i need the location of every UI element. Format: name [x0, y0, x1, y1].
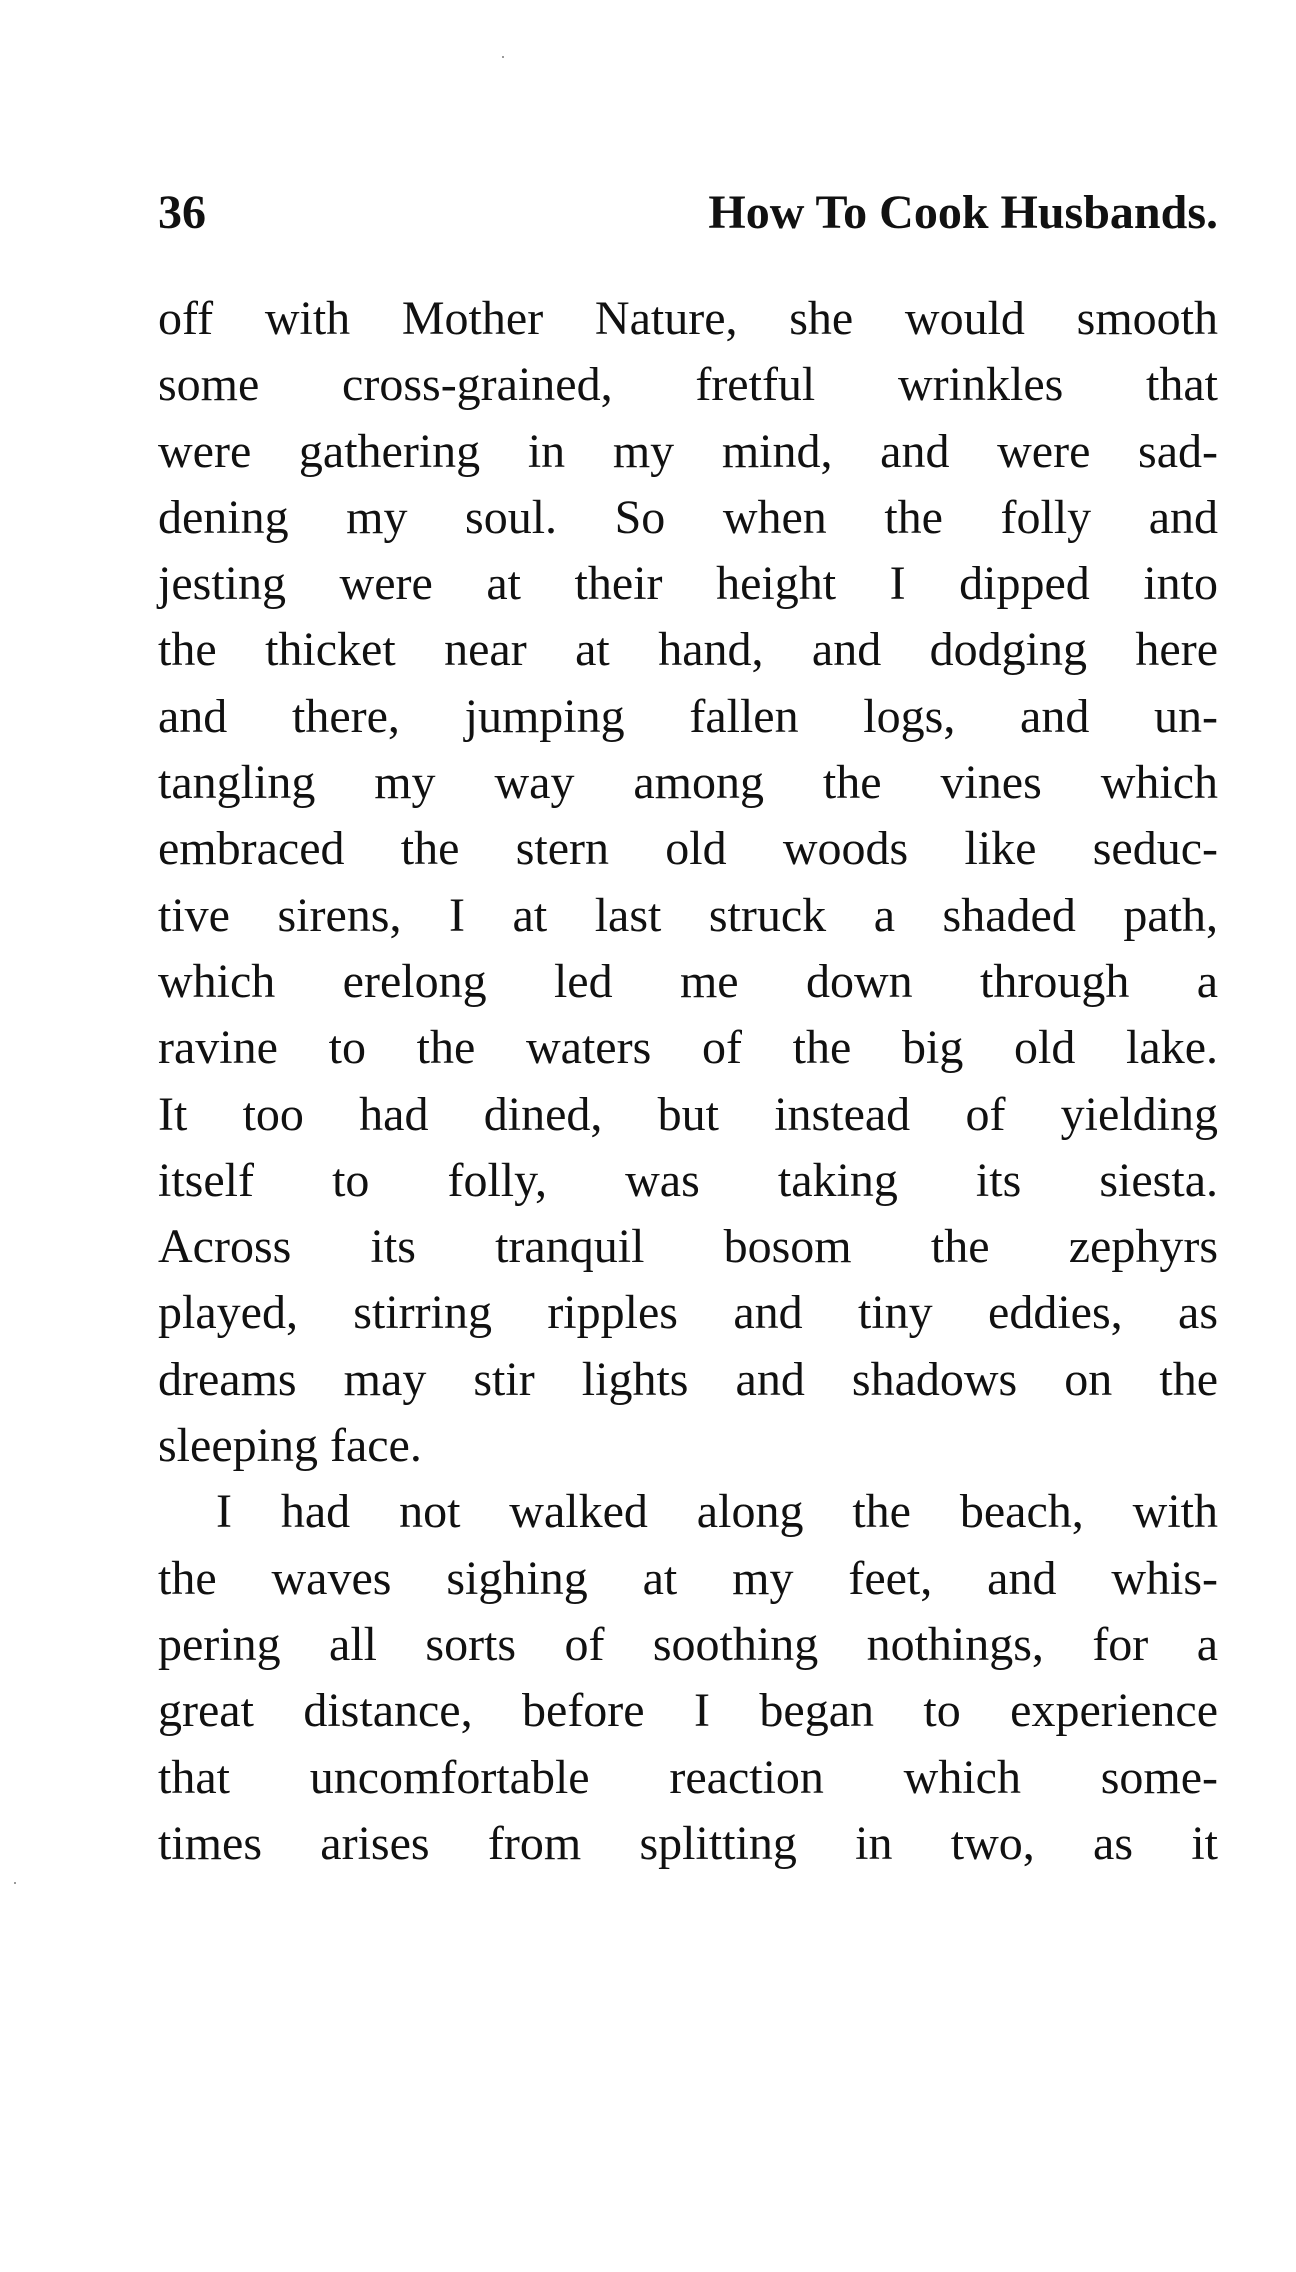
text-line: dening my soul. So when the folly and [158, 490, 1218, 544]
text-line: and there, jumping fallen logs, and un- [158, 689, 1218, 743]
text-line: times arises from splitting in two, as it [158, 1816, 1218, 1870]
paper-speck [502, 56, 504, 58]
text-line: embraced the stern old woods like seduc- [158, 822, 1218, 876]
running-head [158, 178, 1218, 248]
text-line: played, stirring ripples and tiny eddies, as [158, 1286, 1218, 1340]
text-line: sleeping face. [158, 1419, 422, 1473]
text-line: I had not walked along the beach, with [216, 1485, 1218, 1539]
text-line: that uncomfortable reaction which some- [158, 1750, 1218, 1804]
paper-speck [14, 1882, 16, 1884]
text-line: were gathering in my mind, and were sad- [158, 424, 1218, 478]
text-line: the thicket near at hand, and dodging here [158, 623, 1218, 677]
text-line: ravine to the waters of the big old lake. [158, 1021, 1218, 1075]
page-number: 36 [158, 186, 206, 239]
body-text [158, 286, 1218, 1877]
text-line: dreams may stir lights and shadows on the [158, 1352, 1218, 1406]
text-line: which erelong led me down through a [158, 954, 1218, 1008]
text-line: the waves sighing at my feet, and whis- [158, 1551, 1218, 1605]
text-line: great distance, before I began to experience [158, 1684, 1218, 1738]
text-line: It too had dined, but instead of yielding [158, 1087, 1218, 1141]
book-title: How To Cook Husbands. [708, 186, 1218, 239]
text-line: tangling my way among the vines which [158, 756, 1218, 810]
text-line: tive sirens, I at last struck a shaded path, [158, 888, 1218, 942]
text-line: some cross-grained, fretful wrinkles that [158, 358, 1218, 412]
text-line: itself to folly, was taking its siesta. [158, 1153, 1218, 1207]
text-line: Across its tranquil bosom the zephyrs [158, 1220, 1218, 1274]
text-line: off with Mother Nature, she would smooth [158, 292, 1218, 345]
text-line: pering all sorts of soothing nothings, for a [158, 1617, 1218, 1671]
text-line: jesting were at their height I dipped into [158, 557, 1218, 611]
